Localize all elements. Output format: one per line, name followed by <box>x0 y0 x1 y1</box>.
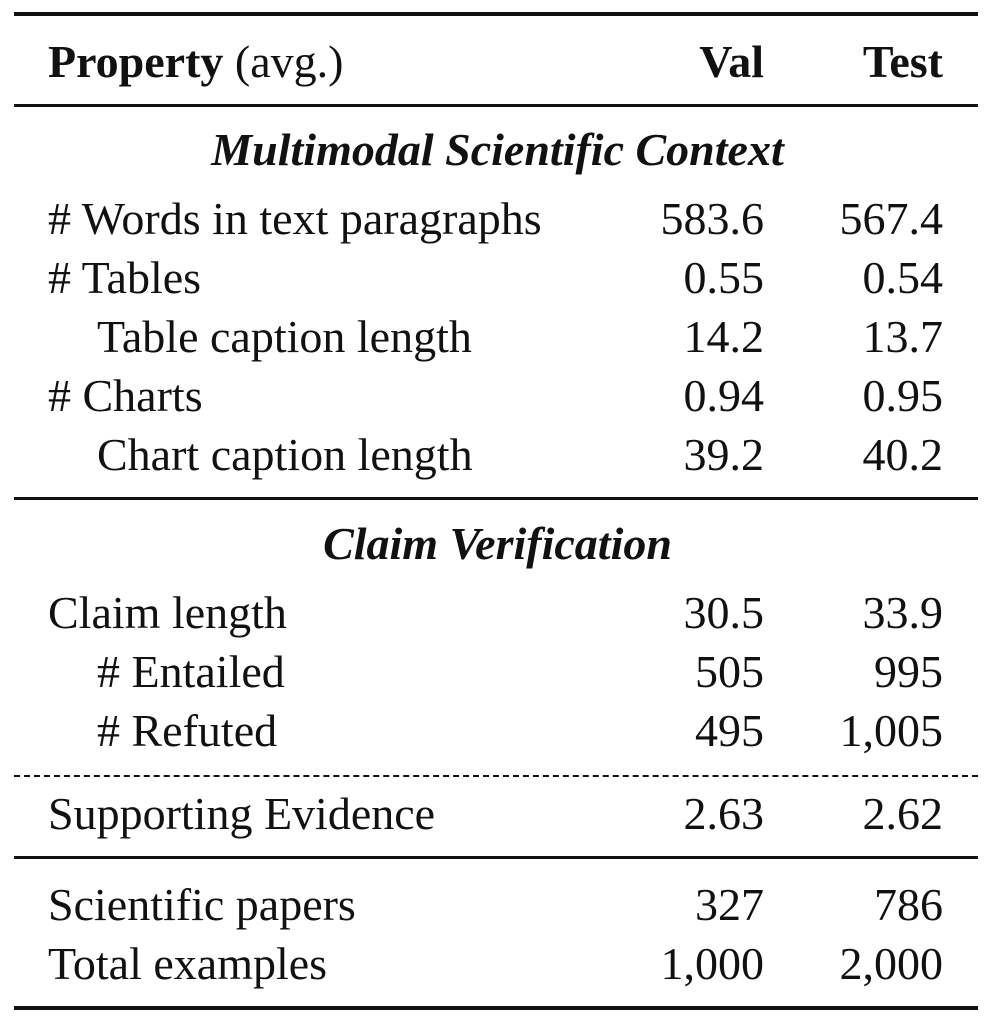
row-label: # Charts <box>48 370 203 421</box>
row-test: 995 <box>874 646 943 697</box>
table-row <box>0 935 995 993</box>
row-val: 0.94 <box>683 370 764 421</box>
row-test: 33.9 <box>862 587 943 638</box>
row-val: 39.2 <box>683 429 764 480</box>
section-title-claim: Claim Verification <box>323 518 672 569</box>
row-test: 0.95 <box>862 370 943 421</box>
section-title-context: Multimodal Scientific Context <box>211 124 784 175</box>
row-label: Claim length <box>48 587 287 638</box>
table-row <box>0 308 995 366</box>
row-label: Supporting Evidence <box>48 788 436 839</box>
row-label: Total examples <box>48 938 328 989</box>
row-test: 40.2 <box>862 429 943 480</box>
header-property <box>48 33 343 91</box>
table-row <box>0 785 995 843</box>
row-label: Table caption length <box>97 311 472 362</box>
table-row <box>0 367 995 425</box>
row-label: Chart caption length <box>97 429 473 480</box>
header-property-bold: Property <box>48 36 224 87</box>
section-rule <box>14 497 978 500</box>
table-row <box>0 426 995 484</box>
row-test: 567.4 <box>839 193 943 244</box>
bottom-rule <box>14 1006 978 1010</box>
row-test: 13.7 <box>862 311 943 362</box>
row-val: 30.5 <box>683 587 764 638</box>
row-val: 2.63 <box>683 788 764 839</box>
header-property-note: (avg.) <box>223 36 344 87</box>
header-rule <box>14 104 978 107</box>
table-row <box>0 249 995 307</box>
row-val: 14.2 <box>683 311 764 362</box>
row-val: 495 <box>695 705 764 756</box>
row-test: 0.54 <box>862 252 943 303</box>
row-val: 0.55 <box>683 252 764 303</box>
row-label: # Refuted <box>97 705 278 756</box>
header-val: Val <box>699 36 764 87</box>
table-row <box>0 584 995 642</box>
header-test: Test <box>862 36 943 87</box>
row-val: 327 <box>695 879 764 930</box>
header-row <box>0 33 995 91</box>
row-label: # Entailed <box>97 646 285 697</box>
row-test: 2.62 <box>862 788 943 839</box>
dashed-rule <box>14 775 978 777</box>
table-row <box>0 702 995 760</box>
table-row <box>0 643 995 701</box>
row-test: 786 <box>874 879 943 930</box>
row-val: 505 <box>695 646 764 697</box>
row-test: 1,005 <box>839 705 943 756</box>
top-rule <box>14 12 978 16</box>
table-row <box>0 876 995 934</box>
row-label: # Words in text paragraphs <box>48 193 542 244</box>
summary-rule <box>14 856 978 859</box>
table-row <box>0 190 995 248</box>
row-val: 583.6 <box>660 193 764 244</box>
row-label: # Tables <box>48 252 202 303</box>
row-val: 1,000 <box>660 938 764 989</box>
row-test: 2,000 <box>839 938 943 989</box>
row-label: Scientific papers <box>48 879 356 930</box>
